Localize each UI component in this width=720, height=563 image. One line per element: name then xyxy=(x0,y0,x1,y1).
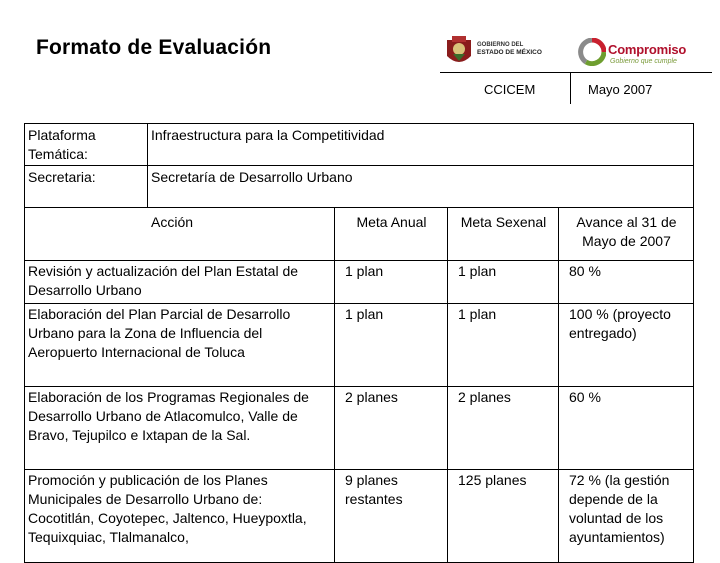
column-header-avance: Avance al 31 de Mayo de 2007 xyxy=(559,208,694,261)
meta-anual-cell: 1 plan xyxy=(335,261,448,304)
page-title: Formato de Evaluación xyxy=(36,36,272,59)
info-table xyxy=(24,123,694,208)
plataforma-label: Plataforma Temática: xyxy=(25,124,148,166)
avance-cell: 72 % (la gestión depende de la voluntad de los ayuntamientos) xyxy=(559,470,694,563)
accion-cell: Elaboración de los Programas Regionales de Desarrollo Urbano de Atlacomulco, Valle de Bravo, Tejupilco e Ixtapan de la Sal. xyxy=(25,387,335,470)
compromiso-word: Compromiso xyxy=(608,42,687,57)
gobierno-line2: ESTADO DE MÉXICO xyxy=(477,49,542,56)
compromiso-ring-icon xyxy=(578,38,606,66)
secretaria-label: Secretaria: xyxy=(25,166,148,208)
evaluation-sheet xyxy=(24,123,693,563)
meta-sexenal-cell: 1 plan xyxy=(448,304,559,387)
accion-cell: Elaboración del Plan Parcial de Desarrollo Urbano para la Zona de Influencia del Aeropuerto Internacional de Toluca xyxy=(25,304,335,387)
avance-cell: 80 % xyxy=(559,261,694,304)
accion-cell: Revisión y actualización del Plan Estatal de Desarrollo Urbano xyxy=(25,261,335,304)
column-header-meta-anual: Meta Anual xyxy=(335,208,448,261)
table-row xyxy=(25,470,694,563)
meta-sexenal-cell: 1 plan xyxy=(448,261,559,304)
column-header-meta-sexenal: Meta Sexenal xyxy=(448,208,559,261)
table-header-row xyxy=(25,208,694,261)
header-divider xyxy=(440,72,712,73)
goals-table xyxy=(24,207,694,563)
meta-anual-cell: 9 planes restantes xyxy=(335,470,448,563)
avance-cell: 60 % xyxy=(559,387,694,470)
accion-cell: Promoción y publicación de los Planes Municipales de Desarrollo Urbano de: Cocotitlán, Coyotepec, Jaltenco, Hueypoxtla, Tequixquiac, Tlalmanalco, xyxy=(25,470,335,563)
meta-sexenal-cell: 2 planes xyxy=(448,387,559,470)
meta-anual-cell: 1 plan xyxy=(335,304,448,387)
plataforma-value: Infraestructura para la Competitividad xyxy=(148,124,694,166)
report-date: Mayo 2007 xyxy=(588,82,653,97)
table-row xyxy=(25,261,694,304)
gobierno-logo-text xyxy=(477,42,569,56)
column-header-accion: Acción xyxy=(25,208,335,261)
compromiso-logo xyxy=(578,38,708,72)
header-separator xyxy=(570,72,571,104)
agency-code: CCICEM xyxy=(484,82,536,97)
gobierno-line1: GOBIERNO DEL xyxy=(477,42,524,48)
table-row xyxy=(25,387,694,470)
meta-anual-cell: 2 planes xyxy=(335,387,448,470)
meta-sexenal-cell: 125 planes xyxy=(448,470,559,563)
state-seal-icon xyxy=(443,34,475,68)
secretaria-value: Secretaría de Desarrollo Urbano xyxy=(148,166,694,208)
avance-cell: 100 % (proyecto entregado) xyxy=(559,304,694,387)
table-row xyxy=(25,304,694,387)
compromiso-tagline: Gobierno que cumple xyxy=(610,58,677,65)
